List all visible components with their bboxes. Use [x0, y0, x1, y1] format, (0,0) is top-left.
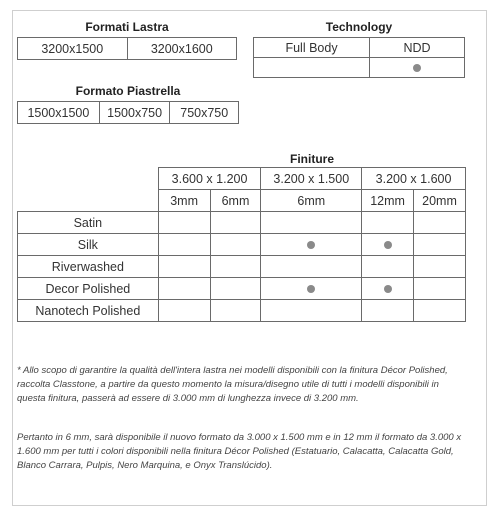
lastra-size-cell: 3200x1500 — [18, 38, 128, 60]
finish-row — [18, 278, 466, 300]
formato-piastrella-table — [17, 101, 239, 124]
footnote-2: Pertanto in 6 mm, sarà disponibile il nuovo formato da 3.000 x 1.500 mm e in 12 mm il formato da 3.000 x 1.600 mm per tutti i colori disponibili nella finitura Décor Polished (Estatuario, Calacatta, Calacatta Gold, Blanco Carrara, Pulpis, Nero Marquina, e Onyx Translúcido). — [17, 432, 462, 471]
format-group-header: 3.200 x 1.600 — [362, 168, 466, 190]
finish-cell — [261, 256, 362, 278]
tech-cell-ndd — [370, 58, 465, 78]
finish-cell — [261, 278, 362, 300]
finish-cell — [158, 234, 210, 256]
availability-dot-icon — [307, 285, 315, 293]
finish-cell — [210, 212, 261, 234]
tech-header-full-body: Full Body — [254, 38, 370, 58]
thickness-header: 20mm — [414, 190, 466, 212]
technology-table — [253, 37, 465, 78]
availability-dot-icon — [384, 285, 392, 293]
piastrella-size-cell: 750x750 — [170, 102, 239, 124]
finish-cell — [414, 300, 466, 322]
thickness-header: 3mm — [158, 190, 210, 212]
finish-cell — [158, 278, 210, 300]
footnote-1: * Allo scopo di garantire la qualità dell'intera lastra nei modelli disponibili con la finitura Décor Polished, raccolta Classtone, a partire da questo momento la misura/disegno utile di tutti i modelli disponibili in questa finitura, passerà ad essere di 3.000 mm di lunghezza invece di 3.200 mm. — [17, 365, 448, 404]
lastra-size-cell: 3200x1600 — [127, 38, 237, 60]
finish-cell — [362, 278, 414, 300]
finish-row — [18, 256, 466, 278]
piastrella-size-cell: 1500x1500 — [18, 102, 100, 124]
finish-cell — [414, 212, 466, 234]
finish-cell — [362, 212, 414, 234]
availability-dot-icon — [413, 64, 421, 72]
thickness-header: 6mm — [261, 190, 362, 212]
finish-label: Silk — [18, 234, 159, 256]
finish-cell — [210, 278, 261, 300]
finish-cell — [210, 300, 261, 322]
format-group-header: 3.200 x 1.500 — [261, 168, 362, 190]
finish-cell — [414, 234, 466, 256]
tech-header-ndd: NDD — [370, 38, 465, 58]
finish-cell — [210, 234, 261, 256]
finish-row — [18, 234, 466, 256]
finish-cell — [414, 256, 466, 278]
piastrella-size-cell: 1500x750 — [99, 102, 170, 124]
finish-label: Decor Polished — [18, 278, 159, 300]
finiture-table — [17, 167, 466, 322]
thickness-header: 12mm — [362, 190, 414, 212]
finish-cell — [158, 300, 210, 322]
thickness-header: 6mm — [210, 190, 261, 212]
finish-cell — [158, 256, 210, 278]
formato-piastrella-title: Formato Piastrella — [75, 84, 181, 98]
format-group-header: 3.600 x 1.200 — [158, 168, 261, 190]
availability-dot-icon — [307, 241, 315, 249]
finish-cell — [261, 212, 362, 234]
finish-row — [18, 300, 466, 322]
finish-cell — [414, 278, 466, 300]
finish-cell — [261, 300, 362, 322]
finish-label: Nanotech Polished — [18, 300, 159, 322]
finish-cell — [210, 256, 261, 278]
finish-cell — [362, 234, 414, 256]
finish-row — [18, 212, 466, 234]
finish-cell — [158, 212, 210, 234]
availability-dot-icon — [384, 241, 392, 249]
finish-cell — [362, 256, 414, 278]
formati-lastra-table — [17, 37, 237, 60]
finish-label: Riverwashed — [18, 256, 159, 278]
finiture-corner — [18, 190, 159, 212]
finish-cell — [261, 234, 362, 256]
technology-title: Technology — [325, 20, 393, 34]
finish-label: Satin — [18, 212, 159, 234]
finiture-rows — [18, 212, 466, 322]
formati-lastra-title: Formati Lastra — [85, 20, 169, 34]
tech-cell-full-body — [254, 58, 370, 78]
finiture-title: Finiture — [290, 152, 334, 166]
finish-cell — [362, 300, 414, 322]
finiture-corner — [18, 168, 159, 190]
